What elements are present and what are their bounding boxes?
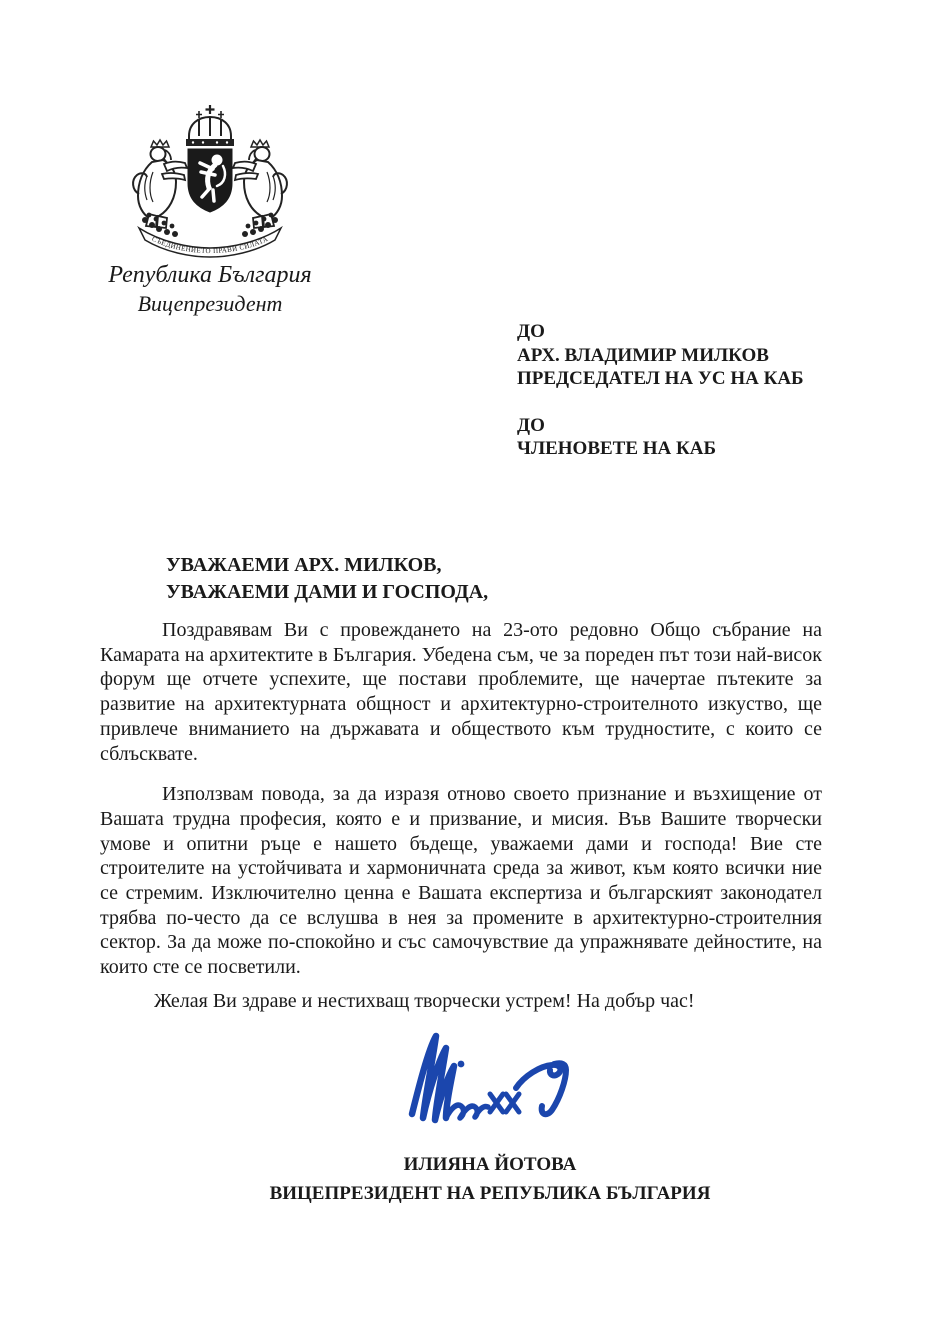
letterhead <box>100 102 320 317</box>
salutation-line: УВАЖАЕМИ АРХ. МИЛКОВ, <box>166 554 442 576</box>
emblem-motto: СЪЕДИНЕНИЕТО ПРАВИ СИЛАТА <box>150 234 270 256</box>
coat-of-arms-icon <box>125 102 295 260</box>
spacer <box>517 391 804 414</box>
signatory-name: ИЛИЯНА ЙОТОВА <box>403 1154 577 1175</box>
recipient-to-label: ДО <box>517 414 545 436</box>
closing-line: Желая Ви здраве и нестихващ творчески устрем! На добър час! <box>154 989 695 1012</box>
office-name: Вицепрезидент <box>137 291 283 316</box>
signature-image <box>398 1028 578 1128</box>
recipient-to-label: ДО <box>517 321 545 342</box>
signatory-block <box>100 1151 880 1208</box>
body-paragraph: Използвам повода, за да изразя отново своето признание и възхищение от Вашата трудна професия, която е и призвание, и мисия. Във Вашите творчески умове и опитни ръце е нашето бъдеще, уважаеми дами и господа! Вие сте строителите на устойчивата и хармоничната среда за живот, към която всички ние се стремим. Изключително ценна е Вашата експертиза и българският законодател трябва по-често да се вслушва в нея за промените в архитектурно-строителния сектор. За да може по-спокойно и със самочувствие да упражнявате дейностите, на които сте се посветили. <box>100 783 822 979</box>
recipients-block <box>517 320 804 461</box>
salutation-line: УВАЖАЕМИ ДАМИ И ГОСПОДА, <box>166 580 489 603</box>
recipient-name: АРХ. ВЛАДИМИР МИЛКОВ <box>517 344 769 366</box>
salutation <box>166 552 488 605</box>
recipient-title: ПРЕДСЕДАТЕЛ НА УС НА КАБ <box>517 368 804 389</box>
recipient-name: ЧЛЕНОВЕТЕ НА КАБ <box>517 438 717 459</box>
letter-body <box>100 618 822 1014</box>
recipient-group <box>517 320 804 391</box>
recipient-group <box>517 414 804 461</box>
signatory-title: ВИЦЕПРЕЗИДЕНТ НА РЕПУБЛИКА БЪЛГАРИЯ <box>269 1182 711 1204</box>
institution-name: Република България <box>108 262 312 288</box>
body-paragraph: Поздравявам Ви с провеждането на 23-ото редовно Общо събрание на Камарата на архитектите в България. Убедена съм, че за пореден път този най-висок форум ще отчете успехите, ще постави проблемите, ще начертае пътеките за развитие на архитектурната общност и архитектурно-строителното изкуство, ще привлече вниманието на държавата и обществото към трудностите, с които се сблъсквате. <box>100 619 822 765</box>
